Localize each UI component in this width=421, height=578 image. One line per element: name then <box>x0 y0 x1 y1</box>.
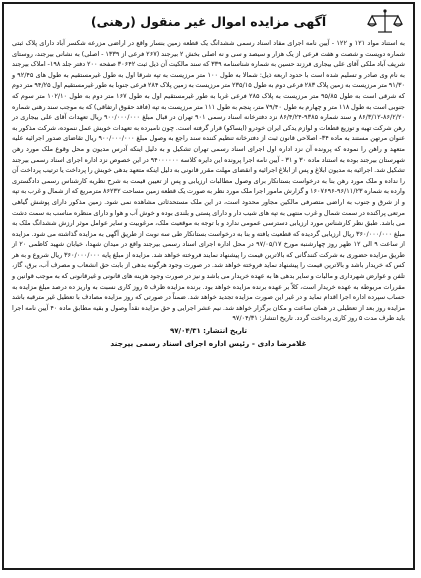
publication-date-label: تاریخ انتشار: <box>203 327 248 336</box>
publication-date-value: ۹۷/۰۴/۳۱ <box>169 327 201 336</box>
judiciary-emblem-icon <box>365 8 405 36</box>
signature-line: غلامرضا دادی - رئیس اداره اجرای اسناد رسمی بیرجند <box>110 339 307 349</box>
notice-title: آگهی مزایده اموال غیر منقول (رهنی) <box>90 14 327 29</box>
notice-body: به استناد مواد ۱۲۱ و ۱۲۲ - آیین نامه اجرای مفاد اسناد رسمی ششدانگ یک قطعه زمین بنسار واقع در اراضی مزرعه شکسر آباد دارای پلاک ثبتی شماره دویست و شصت و هفت فرعی از یک هزار و سیصد و سی و نه اصلی بخش ۲ بیرجند (۲۶۷ فرعی از ۱۳۳۹ - اصلی) به نشانی بیرجند، روستای شریف آباد ملکی آقای علی بیجاری فرزند حسین به شماره شناسنامه ۳۳۹ که سند مالکیت آن ذیل ثبت ۳۰۶۴۲ صفحه ۲۰۰ دفتر جلد ۱۹۸- املاک بیرجند به نام وی صادر و تسلیم شده است با حدود اربعه ذیل: شمالا به طول ۱۰۰ متر مرزیست به تپه شرقا اول به طول غیرمستقیم به طول های ۹۲/۴۵ و ۹۱/۳۰ متر مرزیست به زمین پلاک ۲۸۳ فرعی دوم به طول ۲۳۵/۱۵ متر مرزیست به زمین پلاک ۲۸۴ فرعی جنوبا به طور غیرمستقیم اول ۹۴/۲۵ متر دوم که شرقی است به طول ۹۵/۸۵ متر مرزیست به پلاک ۲۸۵ فرعی غربا به طور غیرمستقیم اول به طول ۱۶۷ متر دوم به طول ۱۰۲/۱۰ متر سوم که جنوبی است به طول ۱۱۸ متر و چهارم به طول ۷۹/۴۰ متر، پنجم به طول ۱۱۱ متر مرزیست به تپه (فاقد حقوق ارتفاقی) که به موجب سند رهنی شماره ۸۶/۲/۲۰-۸۶/۳/۱۲ و سند شماره ۹۳۸۵-۸۶/۴/۲۴ نزد دفترخانه اسناد رسمی ۹۰۱ تهران در قبال مبلغ ۹۰۰/۰۰۰/۰۰۰ ریال تعهدات آقای علی بیجاری در رهن شرکت تهیه و توزیع قطعات و لوازم یدکی ایران خودرو (ایساکو) قرار گرفته است. چون نامبرده به تعهدات خویش عمل ننموده، شرکت مذکور به عنوان مرتهن مستند به ماده ۳۴- اصلاحی قانون ثبت از دفترخانه تنظیم کننده سند راجع به وصول مبلغ ۹۰۰/۰۰۰/۰۰۰ ریال تقاضای صدور اجرائیه علیه متعهد و راهن را نموده که پرونده آن نزد اداره اول اجرای اسناد رسمی تهران تشکیل و به دلیل اینکه آدرس مدیون و محل وقوع ملک مورد رهن شهرستان بیرجند بوده به استناد ماده ۳۰ و ۳۱ - آیین نامه اجرا پرونده این دایره کلاسه ۹۴۰۰۰۰۰۰ در این خصوص نزد اداره اجرای اسناد رسمی بیرجند تشکیل شد. اجرائیه به مدیون ابلاغ و پس از ابلاغ اجرائیه و انقضای مهلت مقرر قانونی به دلیل اینکه متعهد بدهی خویش را پرداخت یا ترتیب پرداخت آن را نداده و ملک مورد رهن بنا به درخواست بستانکار برای وصول مطالبات ارزیابی و پس از تعیین قیمت به شرح نظریه کارشناس رسمی دادگستری وارده به شماره ۹۶/۱۱/۲۳-۱۶۰۷۶۹۶ و گزارش مامور اجرا ملک مورد نظر به صورت یک قطعه زمین مساحت ۸۶۲۳۲ مترمربع که از شمال و غرب به تپه و از شرق و جنوب به اراضی متصرفی مالکین مجاور محدود است، در این ملک مستحدثاتی مشاهده نمی شود. زمین مذکور دارای پوشش گیاهی مرتعی پراکنده در سمت شمال و غرب منتهی به تپه های شیب دار و دارای پستی و بلندی بوده و خوش آب و هوا و دارای منظره مناسب به سمت دشت می باشد. طبق نظر کارشناس مورد ارزیابی دسترسی عمومی ندارد و با توجه به موقعیت ملک، مرغوبیت و سایر عوامل موثر ارزش ششدانگ ملک به مبلغ ۳۶۰/۰۰۰/۰۰۰ ریال ارزیابی گردیده که قطعیت یافته و بنا به درخواست بستانکار طی سه نوبت از طریق آگهی به مزایده گذاشته می شود. مزایده از ساعت ۹ الی ۱۲ ظهر روز چهارشنبه مورخ ۹۷/۰۵/۱۷ در محل اداره اجرای اسناد رسمی بیرجند واقع در میدان شهدا، خیابان شهید کاظمی ۲۰ از طریق مزایده حضوری به شرکت کنندگانی که بالاترین قیمت را پیشنهاد نمایند فروخته خواهد شد. مزایده از مبلغ پایه ۳۶۰/۰۰۰/۰۰۰ ریال شروع و به هر کس که خریدار باشد و بالاترین قیمت را پیشنهاد نماید فروخته خواهد شد. در صورت وجود هرگونه بدهی از بابت حق انشعاب و مصرف آب، برق، گاز، تلفن و عوارض شهرداری و مالیات و سایر بدهی ها به عهده خریدار می باشد و نیز در صورت وجود هزینه های قانونی و غیرقانونی که به موجب قوانین و مقررات مربوطه به عهده خریدار است، کلاً بر عهده برنده مزایده خواهد بود. برنده مزایده ظرف ۵ روز کاری نسبت به واریز ده درصد مبلغ مزایده به حساب سپرده اداره اجرا اقدام نماید و در غیر این صورت مزایده تجدید خواهد شد. ضمناً در صورتی که روز مزایده مصادف با تعطیل غیر مترقبه باشد مزایده روز بعد از تعطیلی در همان ساعت و مکان برگزار خواهد شد. نیم عشر اجرایی و حق مزایده نقداً وصول و بقیه مطابق ماده ۴۰ آیین نامه اجرا باید ظرف مدت ۵ روز کاری پرداخت گردد. تاریخ انتشار: ۹۷/۰۴/۳۱ <box>12 39 406 323</box>
auction-notice <box>2 2 415 570</box>
publication-date <box>10 325 407 337</box>
notice-header <box>10 8 407 38</box>
